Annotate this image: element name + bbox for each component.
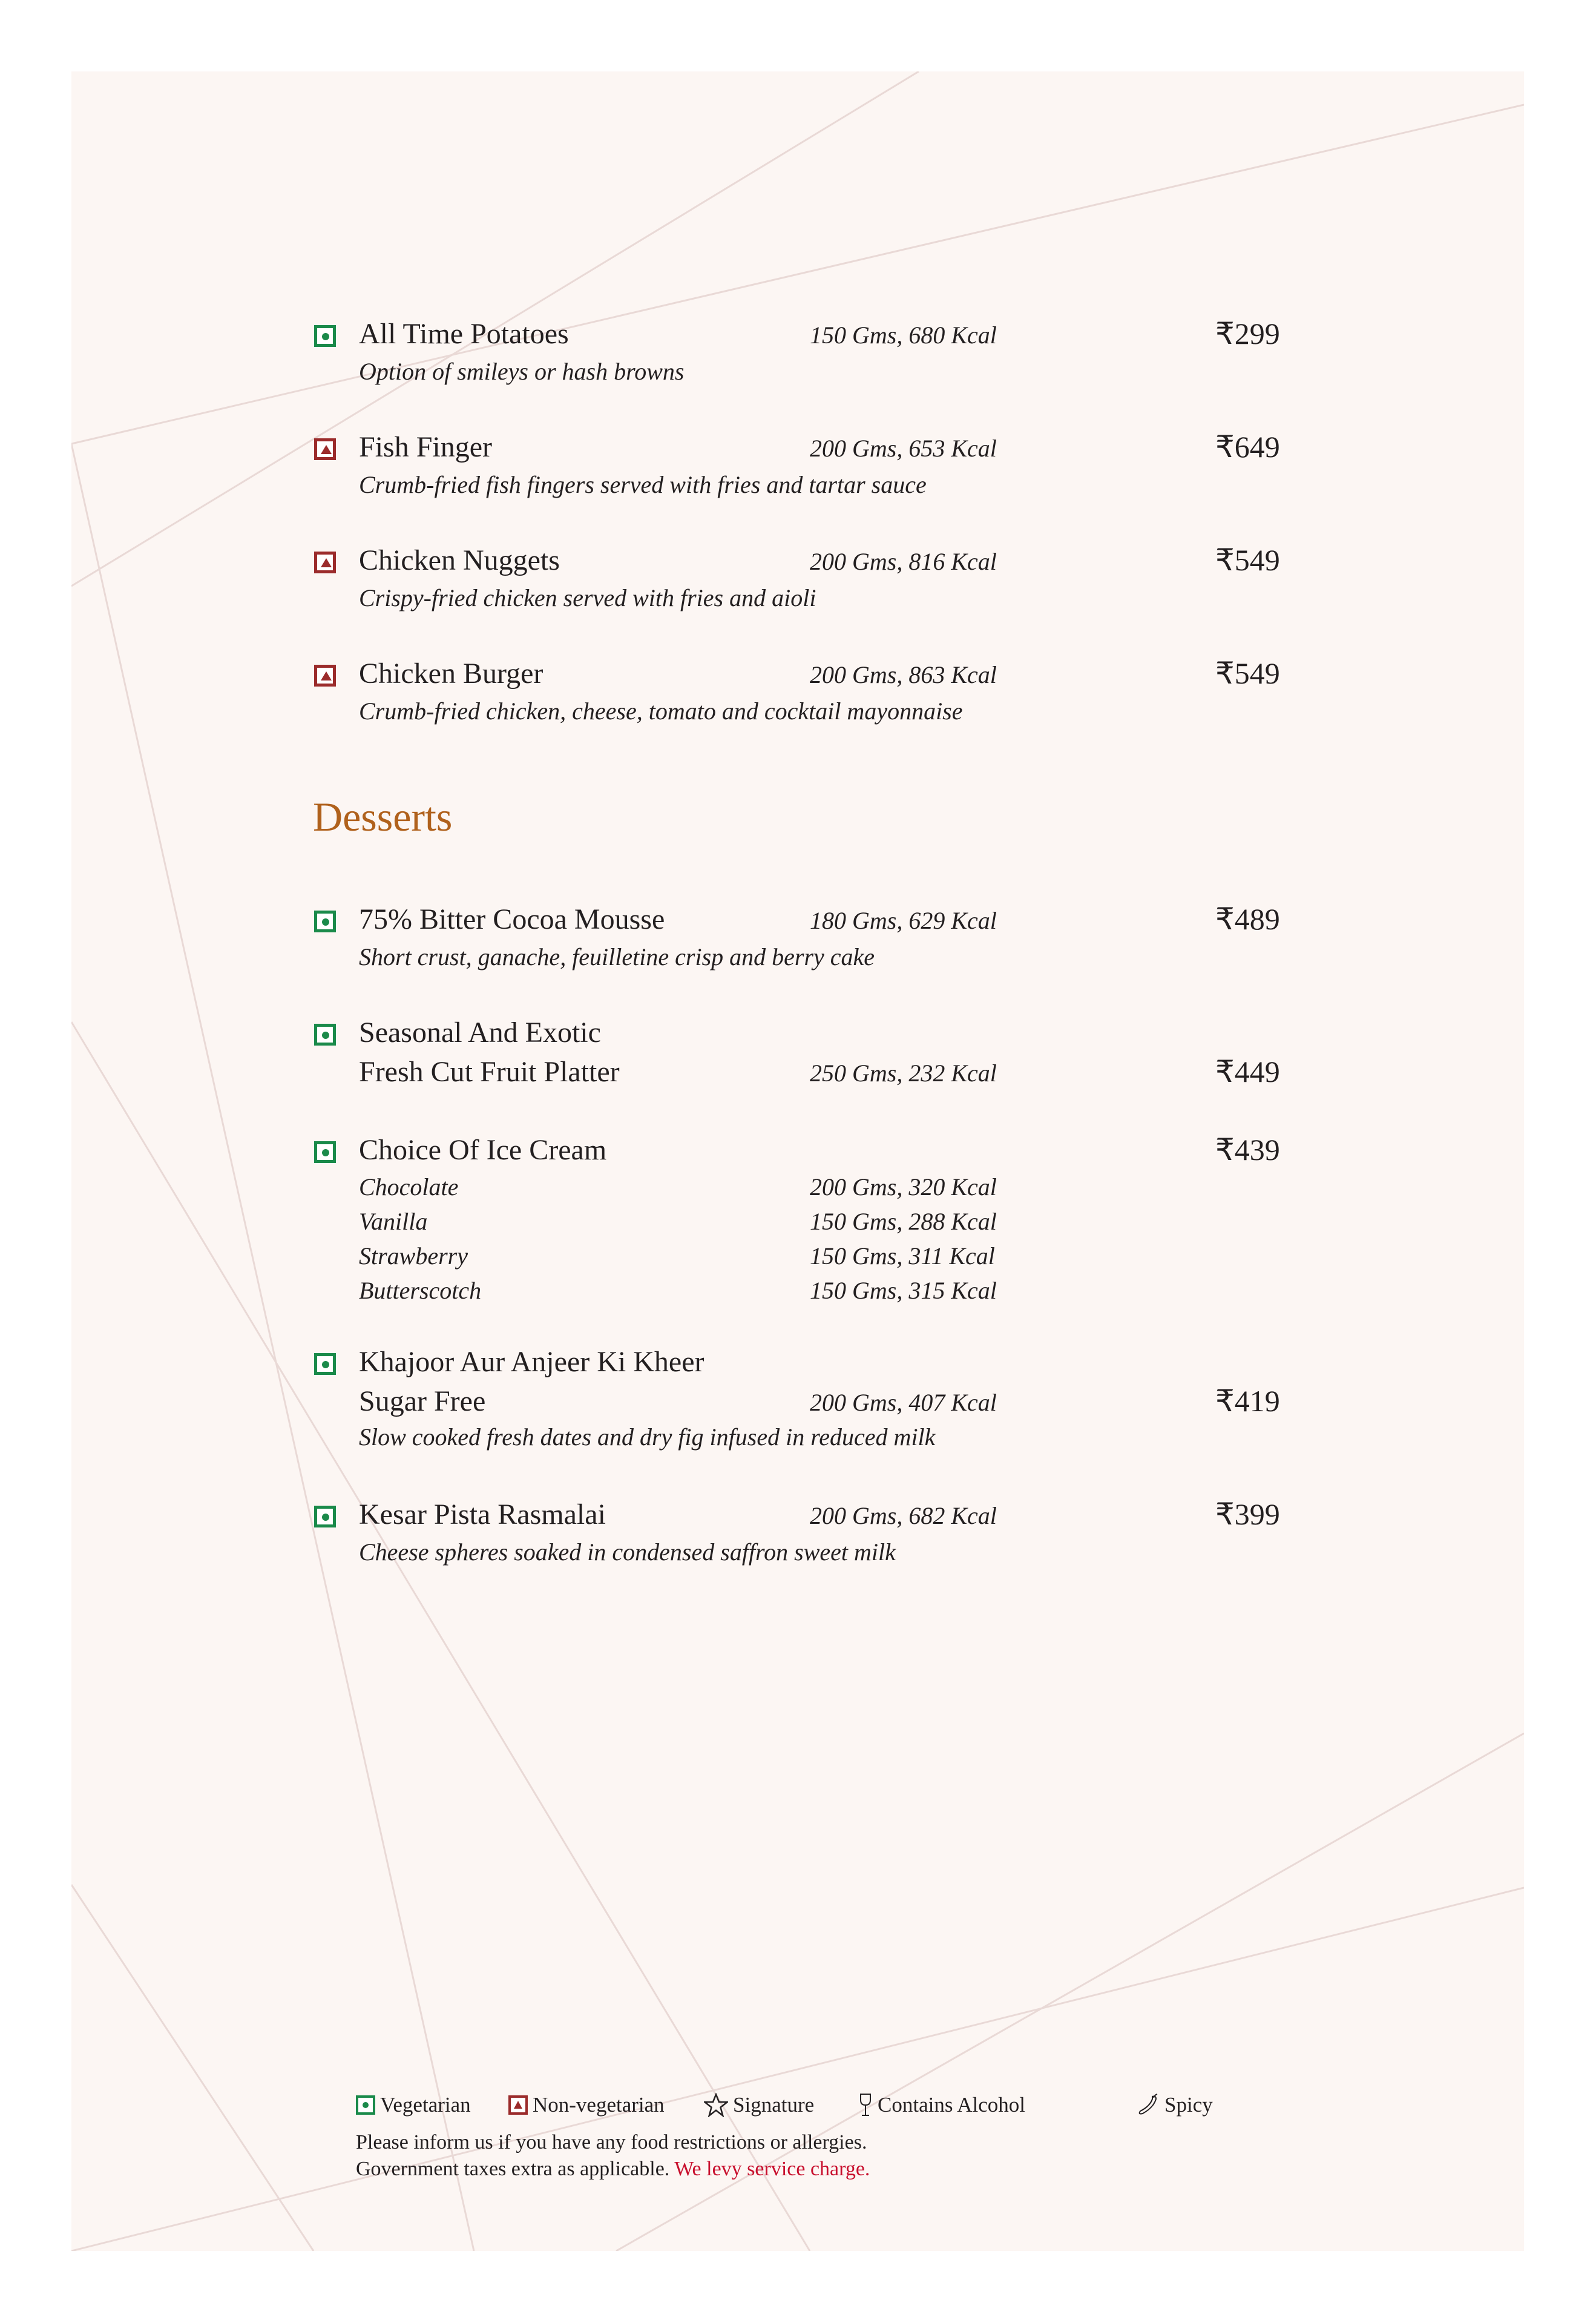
star-icon bbox=[704, 2093, 728, 2117]
option-name: Chocolate bbox=[359, 1173, 459, 1201]
nonveg-icon bbox=[508, 2095, 528, 2115]
option-calories: 150 Gms, 288 Kcal bbox=[810, 1208, 997, 1235]
nonveg-icon bbox=[314, 438, 336, 460]
item-description: Cheese spheres soaked in condensed saffron sweet milk bbox=[359, 1538, 896, 1566]
item-description: Crumb-fried chicken, cheese, tomato and cocktail mayonnaise bbox=[359, 697, 963, 725]
option-calories: 200 Gms, 320 Kcal bbox=[810, 1173, 997, 1201]
item-description: Short crust, ganache, feuilletine crisp and berry cake bbox=[359, 943, 875, 970]
item-description: Option of smileys or hash browns bbox=[359, 358, 685, 385]
legend-label: Vegetarian bbox=[380, 2093, 471, 2117]
menu-page bbox=[71, 71, 1524, 2251]
legend-non-vegetarian bbox=[508, 2088, 665, 2122]
item-price: ₹399 bbox=[1215, 1497, 1280, 1531]
option-name: Vanilla bbox=[359, 1208, 428, 1235]
wine-glass-icon bbox=[858, 2091, 873, 2119]
item-price: ₹549 bbox=[1215, 543, 1280, 577]
veg-icon bbox=[314, 325, 336, 347]
legend-label: Non-vegetarian bbox=[533, 2093, 665, 2117]
item-name: Choice Of Ice Cream bbox=[359, 1134, 607, 1166]
footer-allergy-note: Please inform us if you have any food restrictions or allergies. bbox=[356, 2131, 867, 2153]
item-name: Chicken Nuggets bbox=[359, 544, 560, 576]
item-name: Kesar Pista Rasmalai bbox=[359, 1498, 606, 1531]
nonveg-icon bbox=[314, 665, 336, 687]
legend-spicy bbox=[1135, 2088, 1213, 2122]
legend-signature bbox=[704, 2088, 814, 2122]
item-name: 75% Bitter Cocoa Mousse bbox=[359, 903, 665, 935]
item-calories: 200 Gms, 653 Kcal bbox=[810, 435, 997, 462]
item-price: ₹489 bbox=[1215, 902, 1280, 936]
legend-label: Signature bbox=[733, 2093, 815, 2117]
item-description: Crumb-fried fish fingers served with fries and tartar sauce bbox=[359, 471, 927, 498]
veg-icon bbox=[314, 911, 336, 932]
item-name-line-2: Fresh Cut Fruit Platter bbox=[359, 1056, 620, 1088]
item-calories: 200 Gms, 863 Kcal bbox=[810, 661, 997, 688]
item-name-line-1: Seasonal And Exotic bbox=[359, 1017, 601, 1049]
item-description: Crispy-fried chicken served with fries and aioli bbox=[359, 584, 816, 611]
legend-label: Contains Alcohol bbox=[878, 2093, 1026, 2117]
item-name: Chicken Burger bbox=[359, 657, 543, 690]
chili-icon bbox=[1135, 2093, 1160, 2117]
option-name: Strawberry bbox=[359, 1242, 468, 1270]
option-name: Butterscotch bbox=[359, 1277, 482, 1304]
item-price: ₹439 bbox=[1215, 1133, 1280, 1167]
veg-icon bbox=[314, 1141, 336, 1163]
nonveg-icon bbox=[314, 552, 336, 573]
item-price: ₹419 bbox=[1215, 1384, 1280, 1418]
item-price: ₹649 bbox=[1215, 430, 1280, 464]
item-calories: 200 Gms, 407 Kcal bbox=[810, 1389, 997, 1416]
veg-icon bbox=[314, 1506, 336, 1527]
option-calories: 150 Gms, 311 Kcal bbox=[810, 1242, 995, 1270]
legend-label: Spicy bbox=[1164, 2093, 1213, 2117]
item-calories: 250 Gms, 232 Kcal bbox=[810, 1059, 997, 1087]
item-calories: 150 Gms, 680 Kcal bbox=[810, 321, 997, 349]
item-name-line-1: Khajoor Aur Anjeer Ki Kheer bbox=[359, 1346, 704, 1378]
item-price: ₹449 bbox=[1215, 1055, 1280, 1089]
item-name: All Time Potatoes bbox=[359, 318, 569, 350]
tax-text: Government taxes extra as applicable. bbox=[356, 2158, 670, 2180]
legend-alcohol bbox=[858, 2088, 1025, 2122]
item-price: ₹299 bbox=[1215, 317, 1280, 351]
option-calories: 150 Gms, 315 Kcal bbox=[810, 1277, 997, 1304]
veg-icon bbox=[356, 2095, 375, 2115]
veg-icon bbox=[314, 1024, 336, 1046]
item-price: ₹549 bbox=[1215, 656, 1280, 690]
service-charge-text: We levy service charge. bbox=[674, 2158, 870, 2180]
veg-icon bbox=[314, 1353, 336, 1375]
item-calories: 180 Gms, 629 Kcal bbox=[810, 907, 997, 934]
item-name-line-2: Sugar Free bbox=[359, 1385, 486, 1417]
legend-vegetarian bbox=[356, 2088, 471, 2122]
item-calories: 200 Gms, 682 Kcal bbox=[810, 1502, 997, 1529]
decorative-lines bbox=[71, 71, 1524, 2251]
section-title-desserts: Desserts bbox=[313, 794, 453, 840]
item-name: Fish Finger bbox=[359, 431, 493, 463]
footer-tax-note bbox=[356, 2156, 870, 2183]
item-calories: 200 Gms, 816 Kcal bbox=[810, 548, 997, 575]
item-description: Slow cooked fresh dates and dry fig infused in reduced milk bbox=[359, 1423, 936, 1451]
